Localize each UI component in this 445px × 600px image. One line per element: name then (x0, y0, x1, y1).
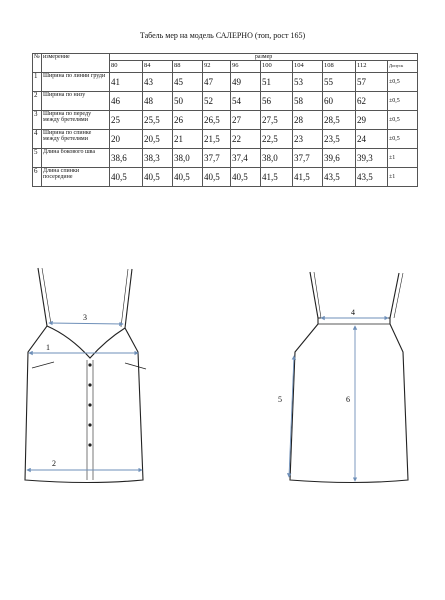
back-left-strap-inner (314, 272, 321, 318)
measurement-value: 43 (143, 73, 173, 92)
measurement-value: 28,5 (323, 111, 356, 130)
measurement-value: 54 (231, 92, 261, 111)
measurement-value: 22 (231, 130, 261, 149)
measurement-value: 38,0 (173, 149, 203, 168)
measurement-value: 39,6 (323, 149, 356, 168)
measurement-value: 38,6 (110, 149, 143, 168)
tolerance-header: Допуск (388, 61, 418, 73)
measurement-value: 23 (293, 130, 323, 149)
button (88, 383, 91, 386)
measurement-value: 27 (231, 111, 261, 130)
measurement-value: 62 (356, 92, 388, 111)
front-body-outline (25, 326, 143, 483)
measurement-value: 49 (231, 73, 261, 92)
measurement-value: 47 (203, 73, 231, 92)
size-cell: 84 (143, 61, 173, 73)
front-sketch (25, 268, 146, 483)
back-right-strap-inner (394, 273, 403, 318)
measure-line-3 (49, 323, 123, 324)
measurement-value: 38,3 (143, 149, 173, 168)
measurement-value: 21 (173, 130, 203, 149)
size-cell: 88 (173, 61, 203, 73)
measurement-value: 41,5 (293, 168, 323, 187)
measurement-value: 40,5 (110, 168, 143, 187)
measurement-value: 39,3 (356, 149, 388, 168)
measurement-value: 37,7 (203, 149, 231, 168)
measurement-value: 41 (110, 73, 143, 92)
measurement-value: 40,5 (203, 168, 231, 187)
measurement-value: 21,5 (203, 130, 231, 149)
measurement-value: 27,5 (261, 111, 293, 130)
measurement-value: 26 (173, 111, 203, 130)
front-left-strap (38, 268, 47, 326)
front-bust-dart-right (125, 363, 146, 369)
row-number: 6 (33, 168, 42, 187)
label-4: 4 (351, 308, 355, 317)
tolerance-value: ±0,5 (388, 111, 418, 130)
tolerance-value: ±0,5 (388, 73, 418, 92)
page-title: Табель мер на модель САЛЕРНО (топ, рост 165) (139, 31, 306, 40)
size-header: размер (110, 54, 418, 61)
row-number: 1 (33, 73, 42, 92)
measurement-value: 20 (110, 130, 143, 149)
back-sketch (290, 272, 408, 483)
measurement-value: 38,0 (261, 149, 293, 168)
row-number: 4 (33, 130, 42, 149)
button (88, 443, 91, 446)
measurement-value: 57 (356, 73, 388, 92)
measurement-value: 43,5 (356, 168, 388, 187)
measurement-value: 37,7 (293, 149, 323, 168)
measurement-value: 41,5 (261, 168, 293, 187)
front-buttons (88, 363, 91, 446)
measurement-value: 40,5 (231, 168, 261, 187)
size-cell: 108 (323, 61, 356, 73)
tolerance-value: ±0,5 (388, 92, 418, 111)
front-measure-lines (27, 323, 142, 470)
button (88, 403, 91, 406)
label-5: 5 (278, 395, 282, 404)
label-3: 3 (83, 313, 87, 322)
measurement-value: 55 (323, 73, 356, 92)
measurement-value: 24 (356, 130, 388, 149)
tolerance-value: ±1 (388, 149, 418, 168)
measurement-name: Длина спинки посередине (42, 168, 110, 187)
measurement-value: 37,4 (231, 149, 261, 168)
button (88, 423, 91, 426)
num-header: № (33, 54, 42, 73)
measurement-value: 40,5 (173, 168, 203, 187)
measurement-value: 60 (323, 92, 356, 111)
measurement-value: 22,5 (261, 130, 293, 149)
measurement-value: 25 (110, 111, 143, 130)
size-cell: 100 (261, 61, 293, 73)
button (88, 363, 91, 366)
measurement-value: 52 (203, 92, 231, 111)
back-left-strap (310, 272, 318, 318)
label-1: 1 (46, 343, 50, 352)
measurement-value: 56 (261, 92, 293, 111)
measurement-value: 51 (261, 73, 293, 92)
measurement-value: 58 (293, 92, 323, 111)
label-2: 2 (52, 459, 56, 468)
size-cell: 96 (231, 61, 261, 73)
row-number: 3 (33, 111, 42, 130)
measurement-value: 48 (143, 92, 173, 111)
measurement-value: 46 (110, 92, 143, 111)
measurement-value: 40,5 (143, 168, 173, 187)
measurement-value: 29 (356, 111, 388, 130)
measurement-value: 25,5 (143, 111, 173, 130)
measurement-name: Ширина по низу (42, 92, 110, 111)
back-measure-lines (289, 318, 388, 481)
front-right-strap (125, 269, 132, 328)
measurement-value: 26,5 (203, 111, 231, 130)
measurement-name: Ширина по спинке между бретелями (42, 130, 110, 149)
measurement-value: 43,5 (323, 168, 356, 187)
label-6: 6 (346, 395, 350, 404)
measurement-header: измерение (42, 54, 110, 73)
front-right-strap-inner (121, 269, 128, 327)
measurement-value: 53 (293, 73, 323, 92)
measurement-value: 50 (173, 92, 203, 111)
size-cell: 104 (293, 61, 323, 73)
measurement-value: 23,5 (323, 130, 356, 149)
front-bust-dart-left (32, 362, 54, 368)
measurement-value: 45 (173, 73, 203, 92)
measurement-value: 28 (293, 111, 323, 130)
measurement-value: 20,5 (143, 130, 173, 149)
measure-line-5 (289, 356, 294, 477)
row-number: 5 (33, 149, 42, 168)
tolerance-value: ±0,5 (388, 130, 418, 149)
tolerance-value: ±1 (388, 168, 418, 187)
measurement-name: Ширина по линии груди (42, 73, 110, 92)
row-number: 2 (33, 92, 42, 111)
front-placket (87, 360, 93, 480)
back-right-strap (390, 273, 399, 318)
front-left-strap-inner (42, 268, 51, 324)
size-cell: 80 (110, 61, 143, 73)
measurement-name: Длина бокового шва (42, 149, 110, 168)
size-cell: 112 (356, 61, 388, 73)
size-cell: 92 (203, 61, 231, 73)
measurement-name: Ширина по переду между бретелями (42, 111, 110, 130)
